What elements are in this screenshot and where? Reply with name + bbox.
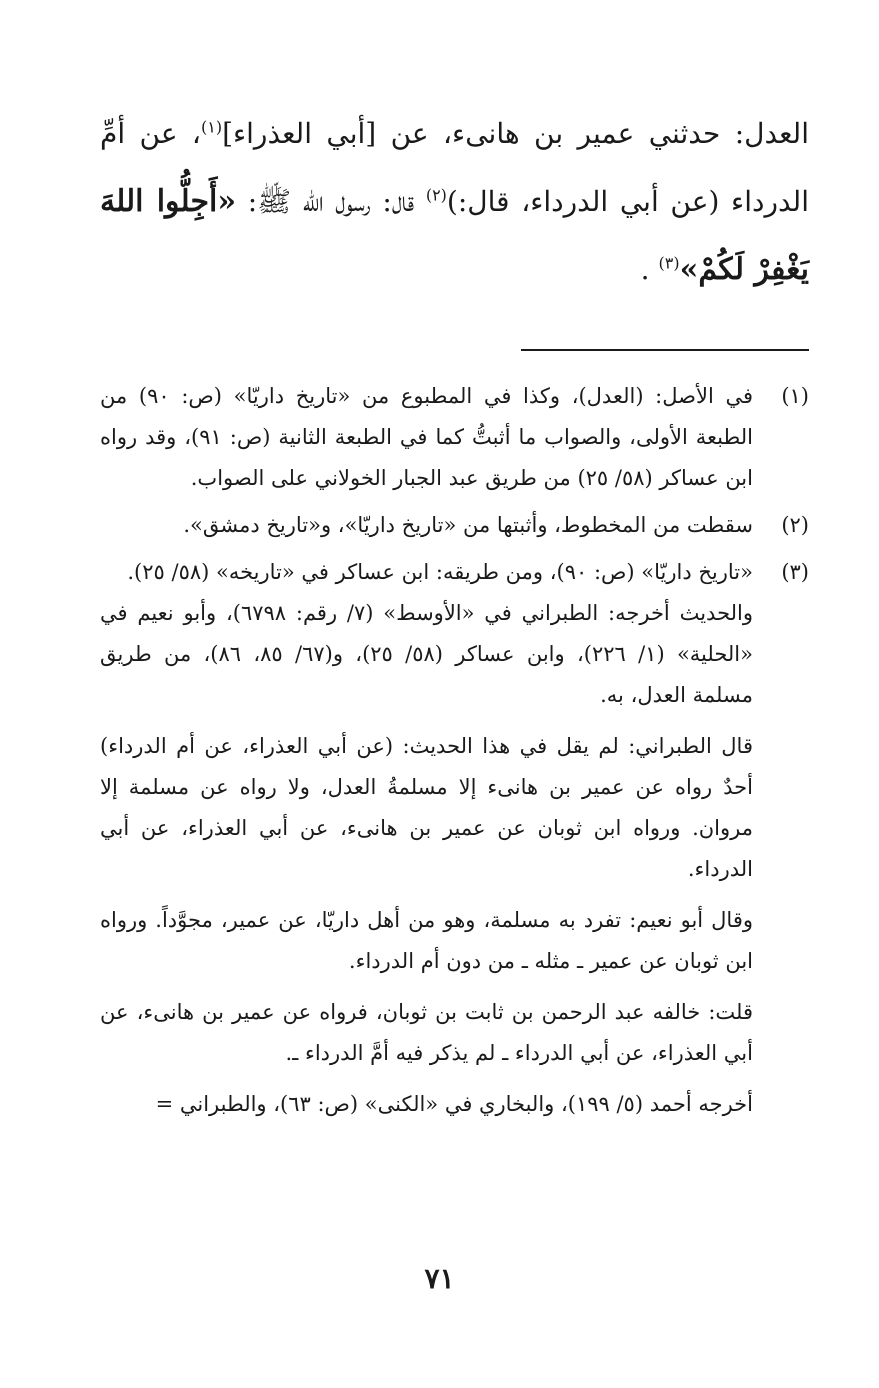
footnote-1-number: (١) xyxy=(781,384,809,408)
main-line2b: قال: رسول الله ﷺ: xyxy=(236,185,426,218)
page-number: ٧١ xyxy=(424,1262,455,1295)
main-text xyxy=(100,100,809,304)
footnote-3-paragraph-2: والحديث أخرجه: الطبراني في «الأوسط» (٧/ رقم: ٦٧٩٨)، وأبو نعيم في «الحلية» (١/ ٢٢٦)، وابن عساكر (٥٨/ ٢٥)، و(٦٧/ ٨٥، ٨٦)، من طريق مسلمة العدل، به. xyxy=(100,601,753,707)
footnote-3 xyxy=(100,552,809,593)
footnote-marker-2[interactable]: (٢) xyxy=(425,185,447,205)
footnote-marker-1[interactable]: (١) xyxy=(200,117,223,137)
footnote-2 xyxy=(100,505,809,546)
hadith-text-part1: «أَجِلُّوا اللهَ xyxy=(100,184,237,219)
footnote-2-number: (٢) xyxy=(781,513,809,537)
footnote-2-text: سقطت من المخطوط، وأثبتها من «تاريخ داريّا»، و«تاريخ دمشق». xyxy=(183,513,753,537)
footnote-1 xyxy=(100,376,809,499)
footnote-3-paragraph-5: قلت: خالفه عبد الرحمن بن ثابت بن ثوبان، فرواه عن عمير بن هانىء، عن أبي العذراء، عن أبي الدرداء ـ لم يذكر فيه أمَّ الدرداء ـ. xyxy=(100,1000,753,1065)
footnote-1-text: في الأصل: (العدل)، وكذا في المطبوع من «تاريخ داريّا» (ص: ٩٠) من الطبعة الأولى، والصواب ما أثبتُّ كما في الطبعة الثانية (ص: ٩١)، وقد رواه ابن عساكر (٥٨/ ٢٥) من طريق عبد الجبار الخولاني على الصواب. xyxy=(100,384,753,490)
footnote-3-number: (٣) xyxy=(781,560,809,584)
footnote-marker-3[interactable]: (٣) xyxy=(658,253,680,273)
main-line1b: ، عن أمِّ xyxy=(100,117,201,150)
footnotes-section xyxy=(100,376,809,1125)
main-end: . xyxy=(640,253,659,286)
main-line1: العدل: حدثني عمير بن هانىء، عن [أبي العذراء] xyxy=(222,117,809,150)
hadith-text-part2: يَغْفِرْ لَكُمْ» xyxy=(679,252,809,287)
main-line2: الدرداء (عن أبي الدرداء، قال:) xyxy=(446,185,809,218)
footnote-3-paragraph-3: قال الطبراني: لم يقل في هذا الحديث: (عن أبي العذراء، عن أم الدرداء) أحدٌ رواه عن عمير بن هانىء إلا مسلمةُ العدل، ولا رواه عن مسلمة إلا مروان. ورواه ابن ثوبان عن عمير بن هانىء، عن أبي العذراء، عن أبي الدرداء. xyxy=(100,734,753,881)
footnote-3-paragraph-6: أخرجه أحمد (٥/ ١٩٩)، والبخاري في «الكنى» (ص: ٦٣)، والطبراني = xyxy=(155,1092,753,1116)
footnote-3-paragraph-4: وقال أبو نعيم: تفرد به مسلمة، وهو من أهل داريّا، عن عمير، مجوَّداً. ورواه ابن ثوبان عن عمير ـ مثله ـ من دون أم الدرداء. xyxy=(100,908,753,973)
footnote-divider xyxy=(521,349,809,351)
footnote-3-text: «تاريخ داريّا» (ص: ٩٠)، ومن طريقه: ابن عساكر في «تاريخه» (٥٨/ ٢٥). xyxy=(127,560,753,584)
